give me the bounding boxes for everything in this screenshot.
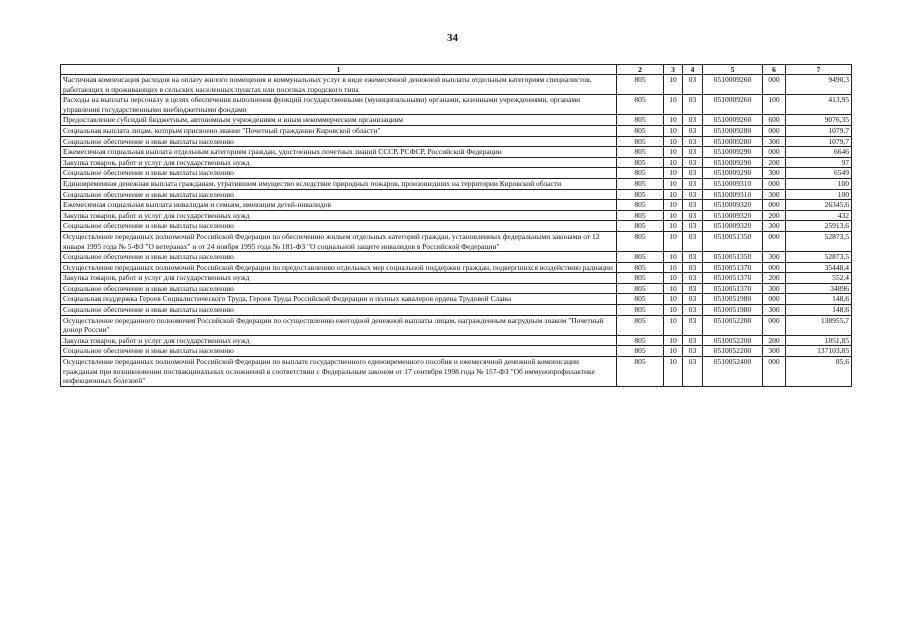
table-row <box>61 210 852 221</box>
table-row <box>61 262 852 273</box>
row-subsection-cell: 03 <box>683 178 703 189</box>
row-ved-code-cell: 805 <box>617 189 664 200</box>
row-target-article-cell: 0510052200 <box>703 335 763 346</box>
row-target-article-cell: 0510051370 <box>703 283 763 294</box>
row-section-cell: 10 <box>664 115 683 126</box>
row-section-cell: 10 <box>664 273 683 284</box>
table-row <box>61 125 852 136</box>
row-amount-cell: 1079,7 <box>786 125 852 136</box>
table-row <box>61 283 852 294</box>
row-amount-cell: 35448,4 <box>786 262 852 273</box>
row-expense-type-cell: 200 <box>763 273 786 284</box>
header-col-6: 6 <box>763 65 786 75</box>
row-expense-type-cell: 000 <box>763 125 786 136</box>
table-row <box>61 115 852 126</box>
row-amount-cell: 138955,7 <box>786 315 852 335</box>
row-amount-cell: 26345,6 <box>786 200 852 211</box>
row-expense-type-cell: 000 <box>763 262 786 273</box>
row-target-article-cell: 0510009310 <box>703 178 763 189</box>
row-subsection-cell: 03 <box>683 273 703 284</box>
table-row <box>61 294 852 305</box>
row-ved-code-cell: 805 <box>617 294 664 305</box>
row-subsection-cell: 03 <box>683 200 703 211</box>
table-header-row <box>61 65 852 75</box>
table-row <box>61 200 852 211</box>
row-subsection-cell: 03 <box>683 231 703 251</box>
row-amount-cell: 9076,35 <box>786 115 852 126</box>
header-col-1: 1 <box>61 65 617 75</box>
table-row <box>61 357 852 387</box>
row-ved-code-cell: 805 <box>617 168 664 179</box>
row-name-cell: Социальное обеспечение и иные выплаты населению <box>61 221 617 232</box>
budget-table <box>60 64 852 387</box>
row-subsection-cell: 03 <box>683 294 703 305</box>
row-subsection-cell: 03 <box>683 315 703 335</box>
row-expense-type-cell: 300 <box>763 252 786 263</box>
row-ved-code-cell: 805 <box>617 178 664 189</box>
row-section-cell: 10 <box>664 315 683 335</box>
row-amount-cell: 9490,3 <box>786 75 852 95</box>
header-col-7: 7 <box>786 65 852 75</box>
row-subsection-cell: 03 <box>683 168 703 179</box>
row-ved-code-cell: 805 <box>617 346 664 357</box>
row-name-cell: Социальное обеспечение и иные выплаты населению <box>61 305 617 316</box>
table-row <box>61 305 852 316</box>
row-ved-code-cell: 805 <box>617 252 664 263</box>
row-name-cell: Осуществление переданного полномочия Российской Федерации по осуществлению ежегодной денежной выплаты лицам, награжденным нагрудным знаком "Почетный донор России" <box>61 315 617 335</box>
row-ved-code-cell: 805 <box>617 262 664 273</box>
row-name-cell: Социальная выплата лицам, которым присвоено звание "Почетный гражданин Кировской области" <box>61 125 617 136</box>
row-subsection-cell: 03 <box>683 252 703 263</box>
row-target-article-cell: 0510051350 <box>703 252 763 263</box>
row-subsection-cell: 03 <box>683 125 703 136</box>
row-subsection-cell: 03 <box>683 115 703 126</box>
row-name-cell: Единовременная денежная выплата гражданам, утратившим имущество вследствие природных пожаров, произошедших на территории Кировской области <box>61 178 617 189</box>
row-section-cell: 10 <box>664 357 683 387</box>
row-expense-type-cell: 200 <box>763 335 786 346</box>
row-expense-type-cell: 000 <box>763 75 786 95</box>
row-section-cell: 10 <box>664 231 683 251</box>
row-target-article-cell: 0510009280 <box>703 136 763 147</box>
table-row <box>61 147 852 158</box>
row-target-article-cell: 0510051350 <box>703 231 763 251</box>
table-row <box>61 136 852 147</box>
row-amount-cell: 1851,85 <box>786 335 852 346</box>
table-row <box>61 252 852 263</box>
row-target-article-cell: 0510009260 <box>703 115 763 126</box>
row-amount-cell: 6549 <box>786 168 852 179</box>
table-row <box>61 75 852 95</box>
row-subsection-cell: 03 <box>683 210 703 221</box>
header-col-5: 5 <box>703 65 763 75</box>
row-subsection-cell: 03 <box>683 157 703 168</box>
row-section-cell: 10 <box>664 178 683 189</box>
row-target-article-cell: 0510051370 <box>703 262 763 273</box>
row-subsection-cell: 03 <box>683 335 703 346</box>
table-row <box>61 231 852 251</box>
row-name-cell: Социальное обеспечение и иные выплаты населению <box>61 283 617 294</box>
row-section-cell: 10 <box>664 346 683 357</box>
header-col-3: 3 <box>664 65 683 75</box>
row-expense-type-cell: 000 <box>763 315 786 335</box>
row-amount-cell: 413,95 <box>786 95 852 115</box>
row-target-article-cell: 0510052400 <box>703 357 763 387</box>
row-amount-cell: 97 <box>786 157 852 168</box>
row-ved-code-cell: 805 <box>617 136 664 147</box>
row-amount-cell: 25913,6 <box>786 221 852 232</box>
row-ved-code-cell: 805 <box>617 95 664 115</box>
row-section-cell: 10 <box>664 168 683 179</box>
row-ved-code-cell: 805 <box>617 315 664 335</box>
row-subsection-cell: 03 <box>683 147 703 158</box>
row-section-cell: 10 <box>664 262 683 273</box>
row-ved-code-cell: 805 <box>617 210 664 221</box>
row-name-cell: Расходы на выплаты персоналу в целях обеспечения выполнения функций государственными (муниципальными) органами, казенными учреждениями, органами управления государственными внебюджетными фондами <box>61 95 617 115</box>
row-expense-type-cell: 000 <box>763 200 786 211</box>
row-section-cell: 10 <box>664 305 683 316</box>
row-target-article-cell: 0510052200 <box>703 315 763 335</box>
row-expense-type-cell: 000 <box>763 231 786 251</box>
row-name-cell: Закупка товаров, работ и услуг для государственных нужд <box>61 273 617 284</box>
row-target-article-cell: 0510052200 <box>703 346 763 357</box>
row-ved-code-cell: 805 <box>617 147 664 158</box>
row-target-article-cell: 0510009320 <box>703 221 763 232</box>
row-expense-type-cell: 300 <box>763 305 786 316</box>
row-amount-cell: 100 <box>786 178 852 189</box>
row-name-cell: Социальное обеспечение и иные выплаты населению <box>61 168 617 179</box>
row-name-cell: Осуществление переданных полномочий Российской Федерации по обеспечению жильем отдельных категорий граждан, установленных федеральными законами от 12 января 1995 года № 5-ФЗ "О ветеранах" и от 24 ноября 1995 года № 181-ФЗ "О социальной защите инвалидов в Российской Федерации" <box>61 231 617 251</box>
row-name-cell: Осуществление переданных полномочий Российской Федерации по выплате государственного единовременного пособия и ежемесячной денежной компенсации гражданам при возникновении поствакцинальных осложнений в соответствии с Федеральным законом от 17 сентября 1998 года № 157-ФЗ "Об иммунопрофилактике инфекционных болезней" <box>61 357 617 387</box>
row-name-cell: Социальное обеспечение и иные выплаты населению <box>61 136 617 147</box>
row-amount-cell: 1079,7 <box>786 136 852 147</box>
row-subsection-cell: 03 <box>683 357 703 387</box>
row-ved-code-cell: 805 <box>617 283 664 294</box>
row-expense-type-cell: 300 <box>763 346 786 357</box>
row-section-cell: 10 <box>664 147 683 158</box>
table-body <box>61 65 852 387</box>
row-expense-type-cell: 000 <box>763 357 786 387</box>
row-ved-code-cell: 805 <box>617 157 664 168</box>
row-section-cell: 10 <box>664 136 683 147</box>
row-section-cell: 10 <box>664 125 683 136</box>
row-expense-type-cell: 600 <box>763 115 786 126</box>
row-amount-cell: 148,6 <box>786 294 852 305</box>
table-row <box>61 346 852 357</box>
row-target-article-cell: 0510009310 <box>703 189 763 200</box>
row-amount-cell: 52873,5 <box>786 252 852 263</box>
row-name-cell: Закупка товаров, работ и услуг для государственных нужд <box>61 157 617 168</box>
row-section-cell: 10 <box>664 95 683 115</box>
row-ved-code-cell: 805 <box>617 75 664 95</box>
row-target-article-cell: 0510009290 <box>703 157 763 168</box>
row-name-cell: Социальное обеспечение и иные выплаты населению <box>61 252 617 263</box>
header-col-2: 2 <box>617 65 664 75</box>
row-amount-cell: 6646 <box>786 147 852 158</box>
row-expense-type-cell: 300 <box>763 168 786 179</box>
row-subsection-cell: 03 <box>683 221 703 232</box>
row-target-article-cell: 0510051980 <box>703 305 763 316</box>
row-name-cell: Предоставление субсидий бюджетным, автономным учреждениям и иным некоммерческим организациям <box>61 115 617 126</box>
row-subsection-cell: 03 <box>683 305 703 316</box>
row-subsection-cell: 03 <box>683 75 703 95</box>
table-row <box>61 315 852 335</box>
table-row <box>61 168 852 179</box>
row-expense-type-cell: 300 <box>763 189 786 200</box>
row-ved-code-cell: 805 <box>617 115 664 126</box>
row-amount-cell: 432 <box>786 210 852 221</box>
row-name-cell: Социальное обеспечение и иные выплаты населению <box>61 346 617 357</box>
row-subsection-cell: 03 <box>683 136 703 147</box>
row-amount-cell: 34896 <box>786 283 852 294</box>
row-subsection-cell: 03 <box>683 262 703 273</box>
row-name-cell: Осуществление переданных полномочий Российской Федерации по предоставлению отдельных мер социальной поддержки граждан, подвергшихся воздействию радиации <box>61 262 617 273</box>
row-subsection-cell: 03 <box>683 95 703 115</box>
row-expense-type-cell: 200 <box>763 210 786 221</box>
header-col-4: 4 <box>683 65 703 75</box>
row-ved-code-cell: 805 <box>617 305 664 316</box>
table-row <box>61 157 852 168</box>
row-section-cell: 10 <box>664 210 683 221</box>
row-name-cell: Социальное обеспечение и иные выплаты населению <box>61 189 617 200</box>
row-target-article-cell: 0510009290 <box>703 168 763 179</box>
row-target-article-cell: 0510009320 <box>703 210 763 221</box>
row-section-cell: 10 <box>664 283 683 294</box>
table-row <box>61 189 852 200</box>
row-name-cell: Ежемесячная социальная выплата отдельным категориям граждан, удостоенных почетных званий СССР, РСФСР, Российской Федерации <box>61 147 617 158</box>
row-section-cell: 10 <box>664 200 683 211</box>
row-ved-code-cell: 805 <box>617 335 664 346</box>
row-subsection-cell: 03 <box>683 283 703 294</box>
row-target-article-cell: 0510009260 <box>703 75 763 95</box>
row-expense-type-cell: 000 <box>763 294 786 305</box>
row-expense-type-cell: 000 <box>763 178 786 189</box>
row-expense-type-cell: 100 <box>763 95 786 115</box>
table-row <box>61 273 852 284</box>
row-amount-cell: 100 <box>786 189 852 200</box>
row-section-cell: 10 <box>664 221 683 232</box>
row-ved-code-cell: 805 <box>617 125 664 136</box>
page-number: 34 <box>447 32 458 44</box>
row-ved-code-cell: 805 <box>617 200 664 211</box>
row-section-cell: 10 <box>664 75 683 95</box>
row-amount-cell: 85,6 <box>786 357 852 387</box>
row-target-article-cell: 0510051980 <box>703 294 763 305</box>
row-subsection-cell: 03 <box>683 189 703 200</box>
table-row <box>61 335 852 346</box>
row-section-cell: 10 <box>664 157 683 168</box>
row-name-cell: Частичная компенсация расходов на оплату жилого помещения и коммунальных услуг в виде ежемесячной денежной выплаты отдельным категориям специалистов, работающих и проживающих в сельских населенных пунктах или поселках городского типа <box>61 75 617 95</box>
table-row <box>61 221 852 232</box>
row-ved-code-cell: 805 <box>617 273 664 284</box>
row-section-cell: 10 <box>664 189 683 200</box>
row-expense-type-cell: 300 <box>763 283 786 294</box>
row-section-cell: 10 <box>664 294 683 305</box>
row-name-cell: Закупка товаров, работ и услуг для государственных нужд <box>61 210 617 221</box>
row-ved-code-cell: 805 <box>617 221 664 232</box>
row-subsection-cell: 03 <box>683 346 703 357</box>
table-row <box>61 178 852 189</box>
row-target-article-cell: 0510051370 <box>703 273 763 284</box>
row-name-cell: Ежемесячная социальная выплата инвалидам и семьям, имеющим детей-инвалидов <box>61 200 617 211</box>
row-name-cell: Социальная поддержка Героев Социалистического Труда, Героев Труда Российской Федерации и полных кавалеров ордена Трудовой Славы <box>61 294 617 305</box>
row-target-article-cell: 0510009290 <box>703 147 763 158</box>
row-expense-type-cell: 200 <box>763 157 786 168</box>
row-amount-cell: 148,6 <box>786 305 852 316</box>
row-amount-cell: 137103,85 <box>786 346 852 357</box>
row-expense-type-cell: 000 <box>763 147 786 158</box>
row-section-cell: 10 <box>664 335 683 346</box>
row-target-article-cell: 0510009320 <box>703 200 763 211</box>
row-target-article-cell: 0510009280 <box>703 125 763 136</box>
table-row <box>61 95 852 115</box>
row-amount-cell: 52873,5 <box>786 231 852 251</box>
row-expense-type-cell: 300 <box>763 221 786 232</box>
row-name-cell: Закупка товаров, работ и услуг для государственных нужд <box>61 335 617 346</box>
row-amount-cell: 552,4 <box>786 273 852 284</box>
row-section-cell: 10 <box>664 252 683 263</box>
row-target-article-cell: 0510009260 <box>703 95 763 115</box>
row-expense-type-cell: 300 <box>763 136 786 147</box>
row-ved-code-cell: 805 <box>617 357 664 387</box>
row-ved-code-cell: 805 <box>617 231 664 251</box>
